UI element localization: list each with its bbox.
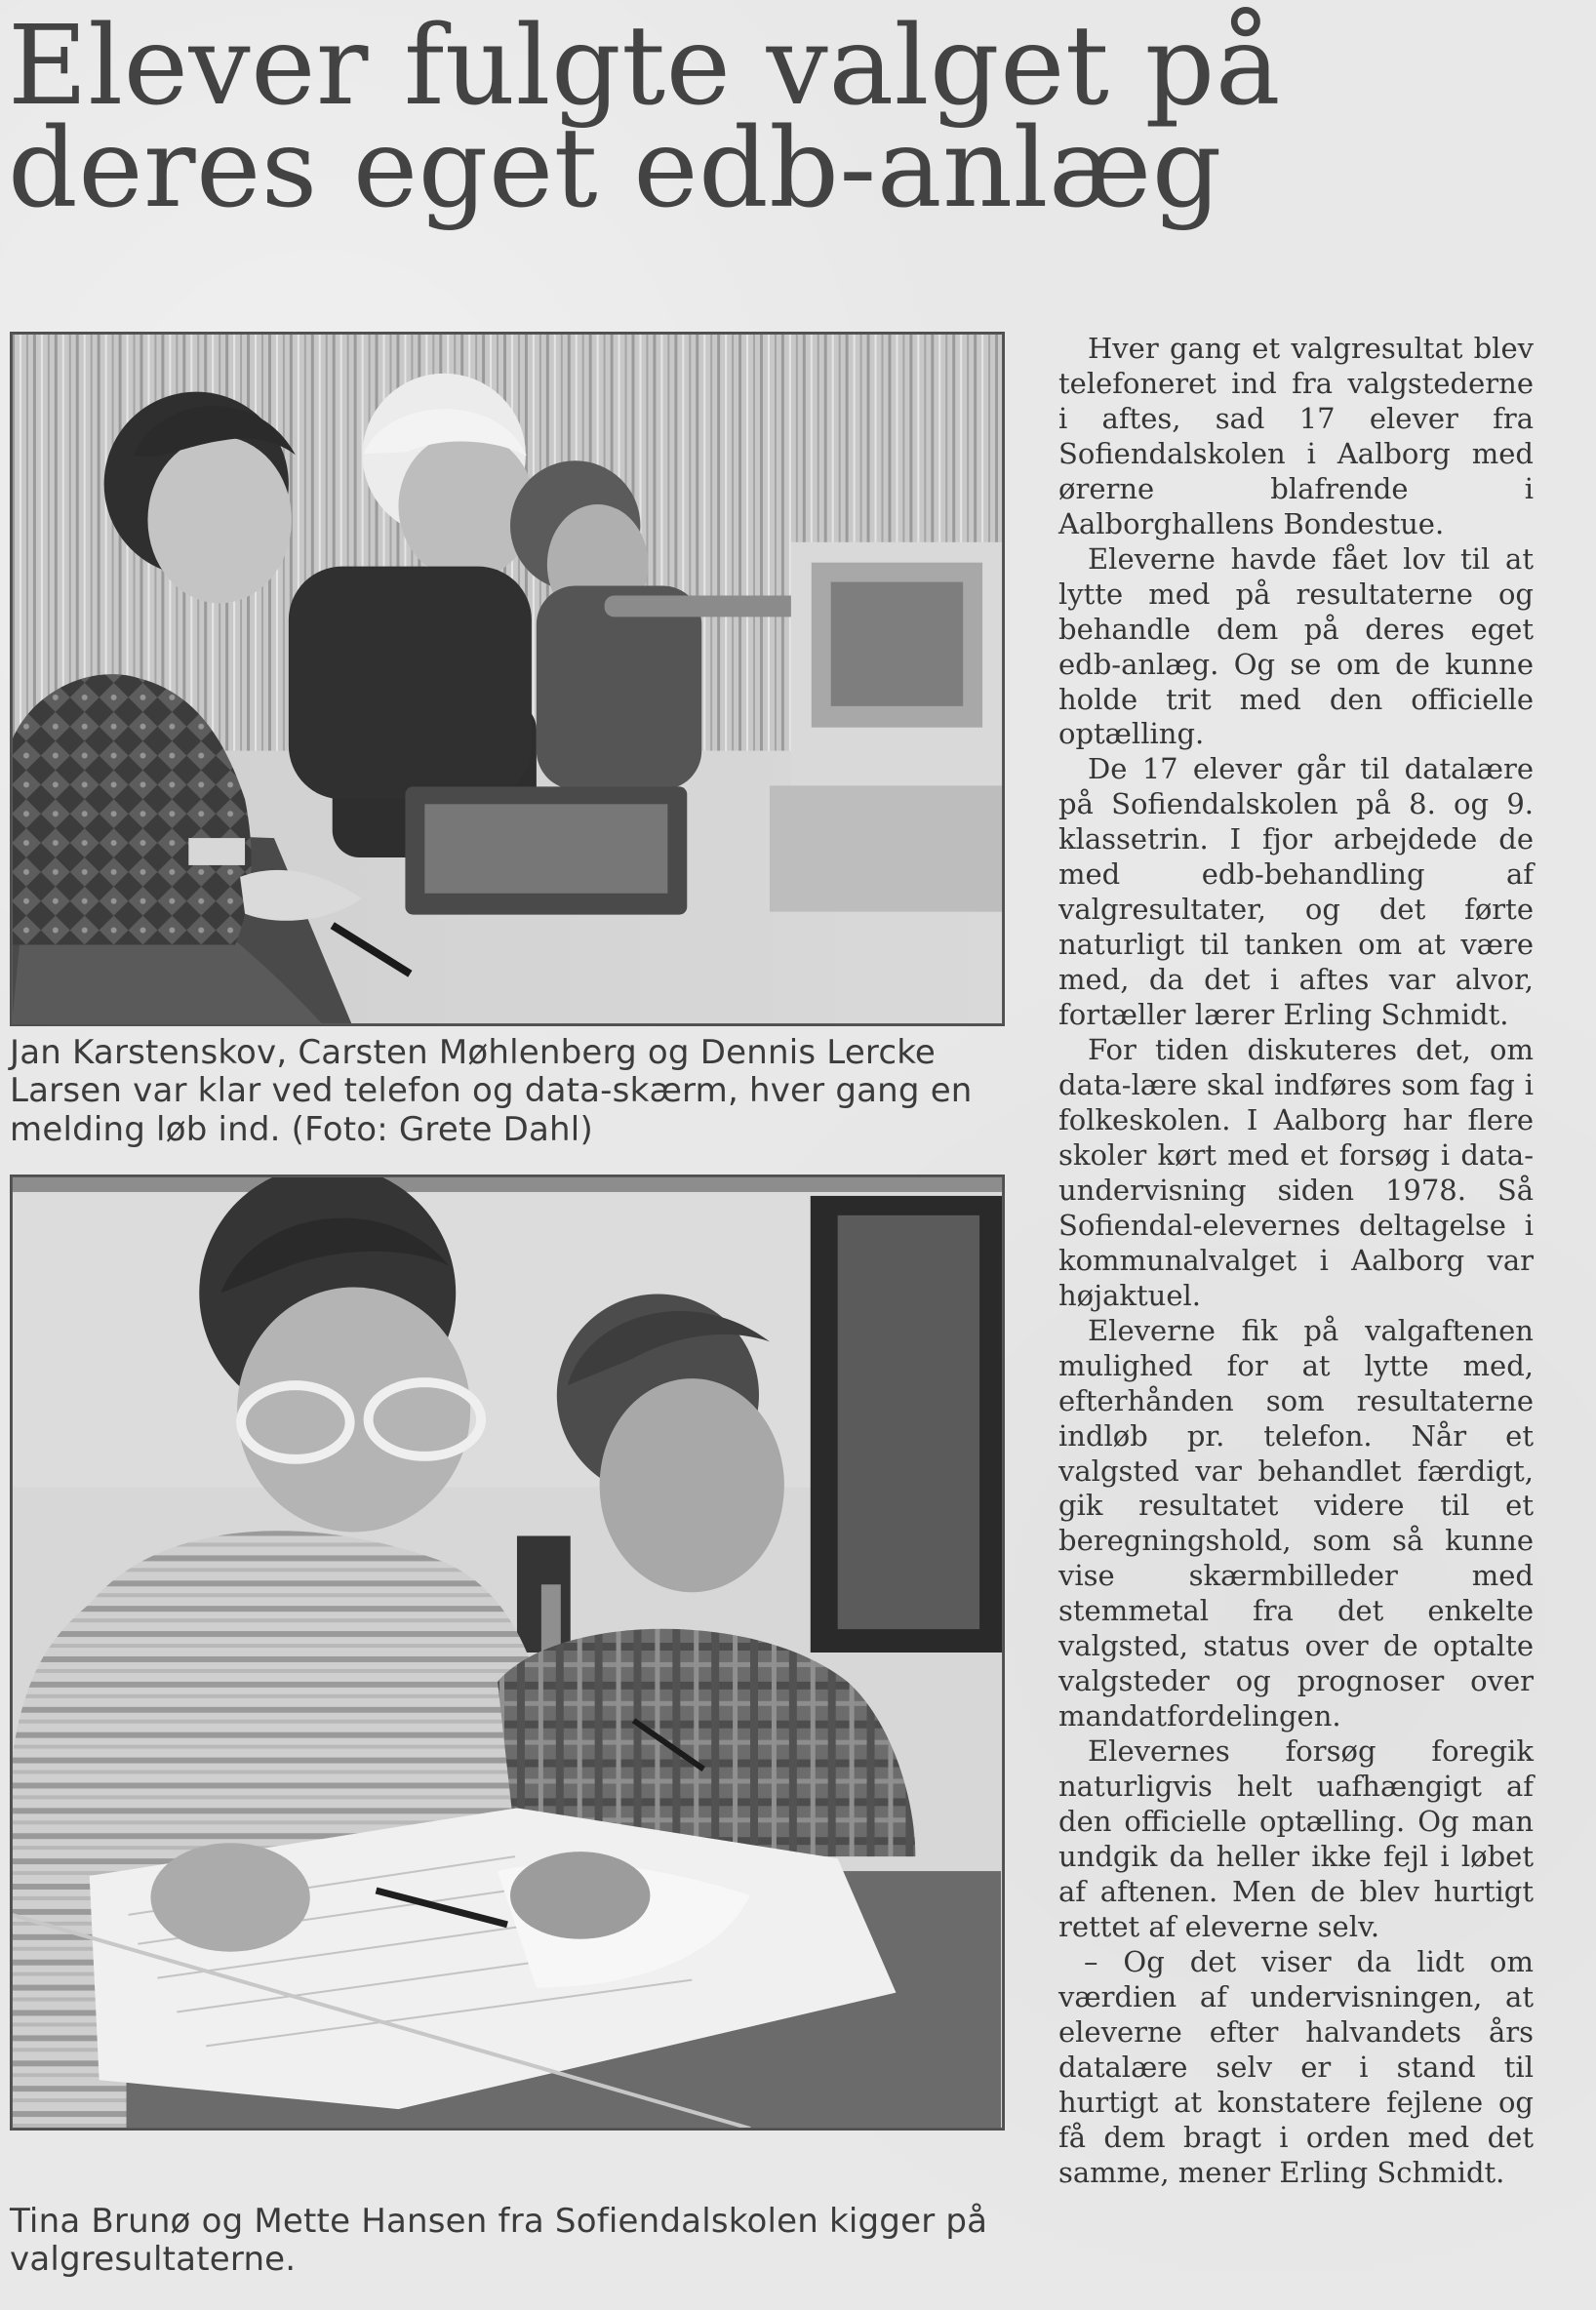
headline (8, 3, 1422, 233)
top-photo-caption: Jan Karstenskov, Carsten Møhlenberg og Dennis Lercke Larsen var klar ved telefon og data-skærm, hver gang en melding løb ind. (Foto: Grete Dahl) (10, 1033, 973, 1149)
body-paragraph: Hver gang et valgresultat blev telefoneret ind fra valgstederne i aftes, sad 17 elever fra Sofiendalskolen i Aalborg med ørerne blafrende i Aalborghallens Bondestue. (1058, 332, 1534, 540)
top-photo-image (12, 334, 1003, 1024)
body-paragraph: For tiden diskuteres det, om data-lære skal indføres som fag i folkeskolen. I Aalborg har flere skoler kørt med et forsøg i data-undervisning siden 1978. Så Sofiendal-elevernes deltagelse i kommunalvalget i Aalborg var højaktuel. (1058, 1033, 1534, 1312)
body-paragraph: Elevernes forsøg foregik naturligvis helt uafhængigt af den officielle optælling. Og man undgik da heller ikke fejl i løbet af aftenen. Men de blev hurtigt rettet af eleverne selv. (1058, 1734, 1534, 1943)
top-photo (10, 332, 1005, 1026)
bottom-photo (10, 1175, 1005, 2131)
headline-line-2: deres eget edb-anlæg (8, 105, 1222, 233)
article-body (1058, 332, 1534, 2191)
body-paragraph: De 17 elever går til datalære på Sofiendalskolen på 8. og 9. klassetrin. I fjor arbejdede de med edb-behandling af valgresultater, og det førte naturligt til tanken om at være med, da det i aftes var alvor, fortæller lærer Erling Schmidt. (1058, 752, 1534, 1032)
body-paragraph: Eleverne fik på valgaftenen mulighed for at lytte med, efterhånden som resultaterne indløb pr. telefon. Når et valgsted var behandlet færdigt, gik resultatet videre til et beregningshold, som så kunne vise skærmbilleder med stemmetal fra det enkelte valgsted, status over de optalte valgsteder og prognoser over mandatfordelingen. (1058, 1313, 1534, 1733)
bottom-photo-image (12, 1176, 1003, 2129)
body-paragraph: Eleverne havde fået lov til at lytte med på resultaterne og behandle dem på deres eget edb-anlæg. Og se om de kunne holde trit med den officielle optælling. (1058, 541, 1534, 751)
headline-line-1: Elever fulgte valget på (8, 3, 1281, 130)
bottom-photo-caption: Tina Brunø og Mette Hansen fra Sofiendalskolen kigger på valgresultaterne. (10, 2202, 988, 2280)
body-paragraph: – Og det viser da lidt om værdien af undervisningen, at eleverne efter halvandets års datalære selv er i stand til hurtigt at konstatere fejlene og få dem bragt i orden med det samme, mener Erling Schmidt. (1058, 1944, 1534, 2189)
